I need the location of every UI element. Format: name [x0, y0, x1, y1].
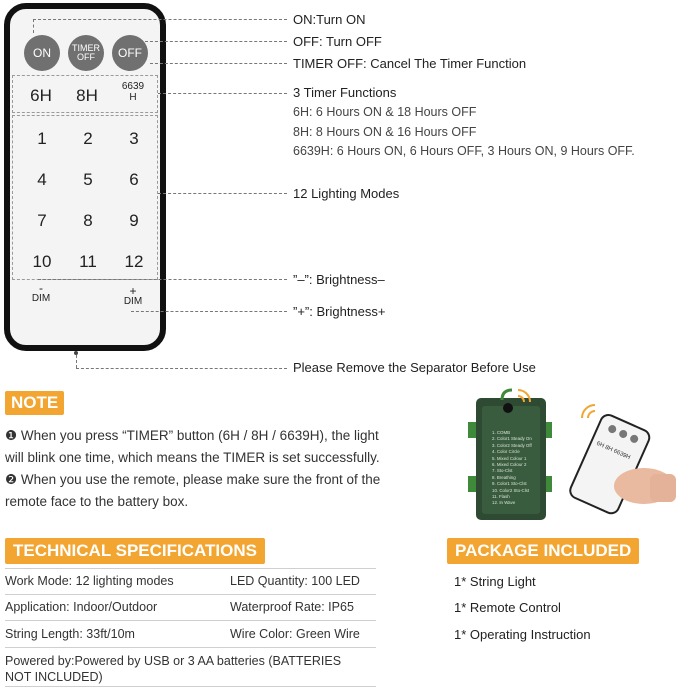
spec-rule	[5, 594, 376, 595]
note-line-1: ❶ When you press “TIMER” button (6H / 8H / 6639H), the light	[5, 428, 379, 443]
leader-separator	[76, 368, 287, 369]
timer-8h-button[interactable]: 8H	[76, 86, 98, 105]
mode-key-1[interactable]: 1	[37, 129, 47, 148]
callout-dim-minus: ”–”: Brightness–	[293, 272, 385, 287]
timer-6h-button[interactable]: 6H	[30, 86, 52, 105]
photo-remote-key: 8H	[603, 444, 614, 454]
mode-key-2[interactable]: 2	[83, 129, 93, 148]
battery-box-label: 2. Color1 Steady On	[492, 436, 532, 442]
leader-separator-drop	[76, 355, 77, 368]
product-photo	[462, 386, 676, 526]
mode-key-9[interactable]: 9	[129, 211, 139, 230]
mode-key-8[interactable]: 8	[83, 211, 93, 230]
package-item: 1* Remote Control	[454, 600, 561, 615]
battery-box-label: 5. Mixed Colour 1	[492, 455, 527, 461]
spec-power-line-2: NOT INCLUDED)	[5, 670, 103, 684]
dim-minus-symbol: -	[39, 281, 43, 295]
callout-off: OFF: Turn OFF	[293, 34, 382, 49]
note-line-4: remote face to the battery box.	[5, 494, 189, 509]
battery-box-label: 10. Color2 Sto-Clst	[492, 487, 530, 493]
leader-timer-off	[150, 63, 287, 64]
dim-plus-symbol: +	[129, 284, 137, 298]
callout-timer-6h: 6H: 6 Hours ON & 18 Hours OFF	[293, 105, 477, 119]
battery-box-label: 8. Breathing	[492, 474, 516, 480]
timer-off-label-2: OFF	[77, 52, 95, 62]
mode-key-4[interactable]: 4	[37, 170, 47, 189]
note-title: NOTE	[5, 391, 64, 415]
mode-key-5[interactable]: 5	[83, 170, 93, 189]
dim-plus-label: DIM	[123, 296, 143, 307]
photo-remote-key: 6639H	[612, 448, 632, 462]
spec-rule	[5, 647, 376, 648]
remote-control	[4, 3, 166, 351]
callout-on: ON:Turn ON	[293, 12, 366, 27]
spec-led-quantity: LED Quantity: 100 LED	[230, 574, 360, 588]
leader-on-drop	[33, 19, 34, 33]
specs-title: TECHNICAL SPECIFICATIONS	[5, 538, 265, 564]
leader-dim-minus	[38, 279, 287, 280]
package-title: PACKAGE INCLUDED	[447, 538, 639, 564]
battery-box-label: 4. Color Circle	[492, 449, 520, 455]
battery-box-label: 3. Color2 Steady Off	[492, 442, 532, 448]
mode-key-7[interactable]: 7	[37, 211, 47, 230]
timer-off-label-1: TIMER	[72, 43, 100, 53]
battery-box-label: 11. Flash	[492, 494, 510, 500]
battery-box-label: 12. In Wave	[492, 500, 516, 506]
spec-waterproof: Waterproof Rate: IP65	[230, 600, 354, 614]
leader-dim-plus	[131, 311, 287, 312]
mode-key-11[interactable]: 11	[79, 252, 97, 271]
timer-6639h-button[interactable]	[113, 81, 153, 103]
leader-off	[145, 41, 287, 42]
battery-box-mode-list	[492, 430, 540, 507]
callout-timer-title: 3 Timer Functions	[293, 85, 397, 100]
mode-key-6[interactable]: 6	[129, 170, 139, 189]
battery-box-label: 9. Color1 Sto-Clst	[492, 481, 527, 487]
dim-plus-button[interactable]	[118, 286, 148, 307]
battery-box-label: 6. Mixed Colour 2	[492, 462, 527, 468]
note-line-2: will blink one time, which means the TIMER is set successfully.	[5, 450, 380, 465]
leader-modes	[158, 193, 287, 194]
callout-separator: Please Remove the Separator Before Use	[293, 360, 536, 375]
mode-key-12[interactable]: 12	[124, 252, 144, 271]
spec-power-line-1: Powered by:Powered by USB or 3 AA batteries (BATTERIES	[5, 654, 342, 668]
callout-timer-8h: 8H: 8 Hours ON & 16 Hours OFF	[293, 125, 477, 139]
off-button-label: OFF	[118, 46, 142, 60]
callout-timer-6639h: 6639H: 6 Hours ON, 6 Hours OFF, 3 Hours ON, 9 Hours OFF.	[293, 144, 635, 158]
spec-application: Application: Indoor/Outdoor	[5, 600, 158, 614]
spec-work-mode: Work Mode: 12 lighting modes	[5, 574, 174, 588]
photo-remote-key: 6H	[595, 440, 605, 450]
callout-dim-plus: ”+”: Brightness+	[293, 304, 386, 319]
spec-string-length: String Length: 33ft/10m	[5, 627, 135, 641]
spec-wire-color: Wire Color: Green Wire	[230, 627, 360, 641]
package-item: 1* Operating Instruction	[454, 627, 591, 642]
off-button[interactable]	[112, 35, 148, 71]
battery-box-label: 7. Sto-Clst	[492, 468, 513, 474]
mode-key-10[interactable]: 10	[32, 252, 52, 271]
timer-off-button[interactable]	[68, 35, 104, 71]
dim-minus-label: DIM	[31, 293, 51, 304]
dim-minus-button[interactable]	[26, 283, 56, 304]
spec-rule	[5, 568, 376, 569]
on-button-label: ON	[33, 46, 51, 60]
spec-rule	[5, 620, 376, 621]
battery-box-label: 1. COMB	[492, 430, 511, 435]
on-button[interactable]	[24, 35, 60, 71]
callout-timer-off: TIMER OFF: Cancel The Timer Function	[293, 56, 527, 71]
mode-key-3[interactable]: 3	[129, 129, 139, 148]
timer-6639h-label-1: 6639	[121, 81, 145, 92]
leader-timers	[158, 93, 287, 94]
spec-rule	[5, 686, 376, 687]
note-line-3: ❷ When you use the remote, please make sure the front of the	[5, 472, 381, 487]
callout-modes: 12 Lighting Modes	[293, 186, 400, 201]
leader-on	[33, 19, 287, 20]
timer-6639h-label-2: H	[129, 92, 137, 103]
package-item: 1* String Light	[454, 574, 536, 589]
